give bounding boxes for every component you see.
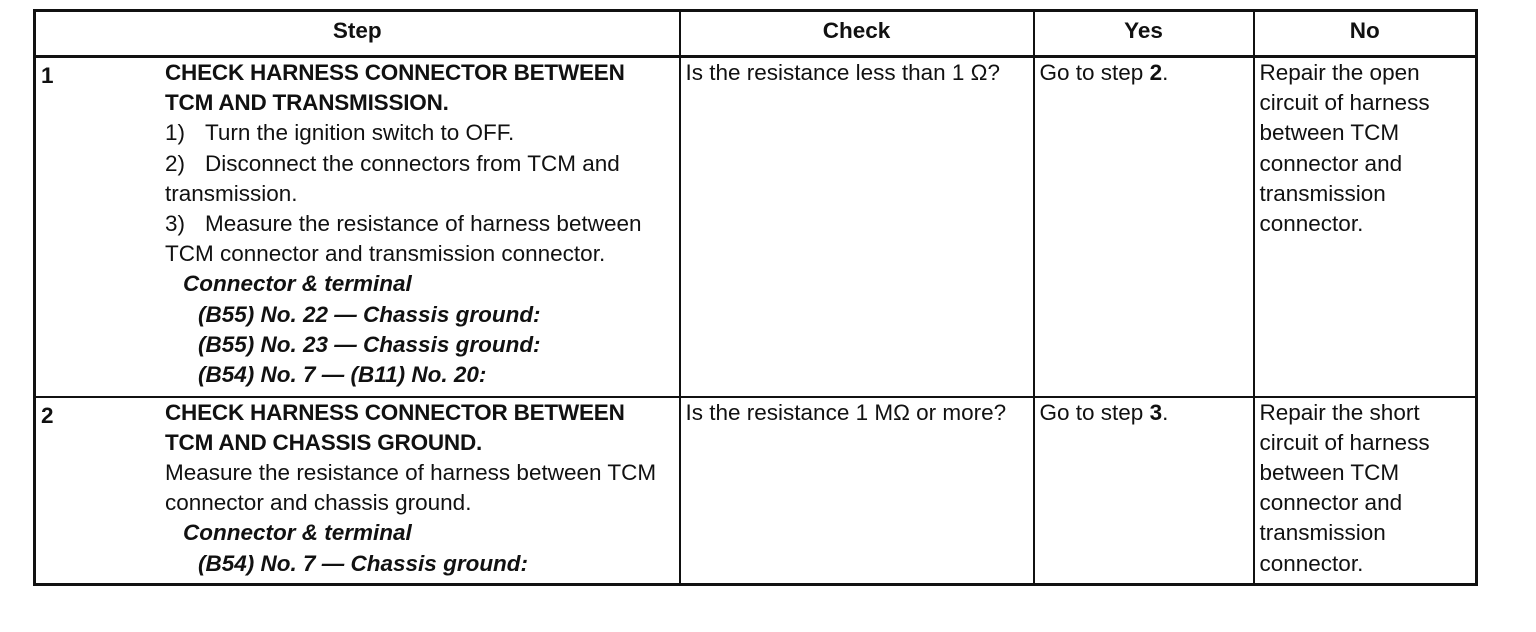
yes-prefix: Go to step (1039, 60, 1150, 85)
connector-terminal-line: (B54) No. 7 — (B11) No. 20: (198, 362, 487, 388)
instruction-text: Disconnect the connectors from TCM and transmission. (165, 150, 620, 206)
step-cell (35, 57, 680, 397)
instruction-number: 3) (165, 211, 186, 237)
no-cell: Repair the open circuit of harness between TCM connector and transmission connector. (1254, 57, 1477, 397)
connector-terminal-heading: Connector & terminal (183, 271, 412, 297)
step-body (165, 398, 674, 579)
yes-step-number: 2 (1149, 60, 1163, 85)
step-number: 2 (41, 402, 54, 428)
header-no: No (1254, 11, 1477, 57)
instruction-item (165, 118, 674, 148)
header-row (35, 11, 1477, 57)
instruction-text: Turn the ignition switch to OFF. (205, 120, 515, 146)
connector-terminal-line: (B55) No. 22 — Chassis ground: (198, 301, 541, 327)
step-number: 1 (41, 63, 54, 88)
header-check: Check (680, 11, 1034, 57)
instruction-item (165, 149, 674, 209)
yes-suffix: . (1162, 399, 1169, 425)
instruction-number: 1) (165, 120, 186, 146)
connector-terminal-line: (B55) No. 23 — Chassis ground: (198, 331, 541, 357)
step-body (165, 58, 674, 390)
table-row (35, 397, 1477, 585)
instruction-text: Measure the resistance of harness between TCM connector and transmission connector. (165, 211, 642, 267)
header-step: Step (35, 11, 680, 57)
table-row (35, 57, 1477, 397)
yes-cell (1034, 57, 1254, 397)
no-cell: Repair the short circuit of harness between TCM connector and transmission connector. (1254, 397, 1477, 585)
step-title: CHECK HARNESS CONNECTOR BETWEEN TCM AND CHASSIS GROUND. (165, 399, 625, 455)
header-yes: Yes (1034, 11, 1254, 57)
step-cell (35, 397, 680, 585)
yes-cell (1034, 397, 1254, 585)
yes-prefix: Go to step (1039, 399, 1150, 425)
yes-suffix: . (1162, 60, 1169, 85)
instruction-item (165, 209, 674, 269)
step-title: CHECK HARNESS CONNECTOR BETWEEN TCM AND TRANSMISSION. (165, 60, 625, 116)
connector-terminal-line: (B54) No. 7 — Chassis ground: (198, 550, 529, 576)
step-description: Measure the resistance of harness between TCM connector and chassis ground. (165, 459, 657, 516)
check-cell: Is the resistance less than 1 Ω? (680, 57, 1034, 397)
check-cell: Is the resistance 1 MΩ or more? (680, 397, 1034, 585)
instruction-number: 2) (165, 150, 186, 176)
yes-step-number: 3 (1149, 399, 1163, 425)
diagnostic-table (33, 9, 1478, 586)
connector-terminal-heading: Connector & terminal (183, 520, 412, 546)
